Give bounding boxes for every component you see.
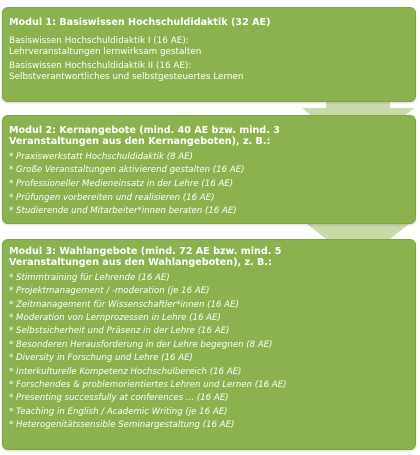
list-item: * Heterogenitätssensible Seminargestaltung (16 AE): [9, 419, 409, 432]
list-item: * Diversity in Forschung und Lehre (16 AE): [9, 352, 409, 365]
list-item: * Stimmtraining für Lehrende (16 AE): [9, 272, 409, 285]
module-3-list: [9, 272, 409, 433]
list-item: * Presenting successfully at conferences ... (16 AE): [9, 392, 409, 405]
list-item: * Teaching in English / Academic Writing (je 16 AE): [9, 406, 409, 419]
module-1-entry-1-line-1: Basiswissen Hochschuldidaktik I (16 AE):: [9, 36, 189, 47]
list-item: * Große Veranstaltungen aktivierend gestalten (16 AE): [9, 164, 409, 178]
list-item: * Interkulturelle Kompetenz Hochschulbereich (16 AE): [9, 366, 409, 379]
module-1-title: Modul 1: Basiswissen Hochschuldidaktik (32 AE): [9, 17, 271, 28]
module-2-box: [2, 115, 416, 224]
module-3-box: [2, 239, 416, 450]
list-item: * Selbstsicherheit und Präsenz in der Lehre (16 AE): [9, 325, 409, 338]
module-3-title-line-2: Veranstaltungen aus den Wahlangeboten), z. B.:: [9, 257, 272, 269]
list-item: * Zeitmanagement für Wissenschaftler*innen (16 AE): [9, 299, 409, 312]
list-item: * Professioneller Medieneinsatz in der Lehre (16 AE): [9, 178, 409, 192]
list-item: * Projektmanagement / -moderation (je 16 AE): [9, 285, 409, 298]
module-1-entry-2-line-1: Basiswissen Hochschuldidaktik II (16 AE):: [9, 61, 192, 72]
module-2-title-line-2: Veranstaltungen aus den Kernangeboten), z. B.:: [9, 136, 271, 148]
module-3-title-line-1: Modul 3: Wahlangebote (mind. 72 AE bzw. mind. 5: [9, 246, 282, 257]
list-item: * Prüfungen vorbereiten und realisieren (16 AE): [9, 192, 409, 206]
list-item: * Studierende und Mitarbeiter*innen beraten (16 AE): [9, 205, 409, 219]
module-1-entry-1-line-2: Lehrveranstaltungen lernwirksam gestalten: [9, 46, 202, 57]
list-item: * Forschendes & problemorientiertes Lehren und Lernen (16 AE): [9, 379, 409, 392]
list-item: * Besonderen Herausforderung in der Lehre begegnen (8 AE): [9, 339, 409, 352]
module-2-title-line-1: Modul 2: Kernangebote (mind. 40 AE bzw. mind. 3: [9, 125, 280, 136]
module-1-box: [2, 7, 416, 102]
module-1-entry-2-line-2: Selbstverantwortliches und selbstgesteuertes Lernen: [9, 71, 244, 82]
list-item: * Praxiswerkstatt Hochschuldidaktik (8 AE): [9, 151, 409, 165]
module-2-list: [9, 151, 409, 219]
list-item: * Moderation von Lernprozessen in Lehre (16 AE): [9, 312, 409, 325]
